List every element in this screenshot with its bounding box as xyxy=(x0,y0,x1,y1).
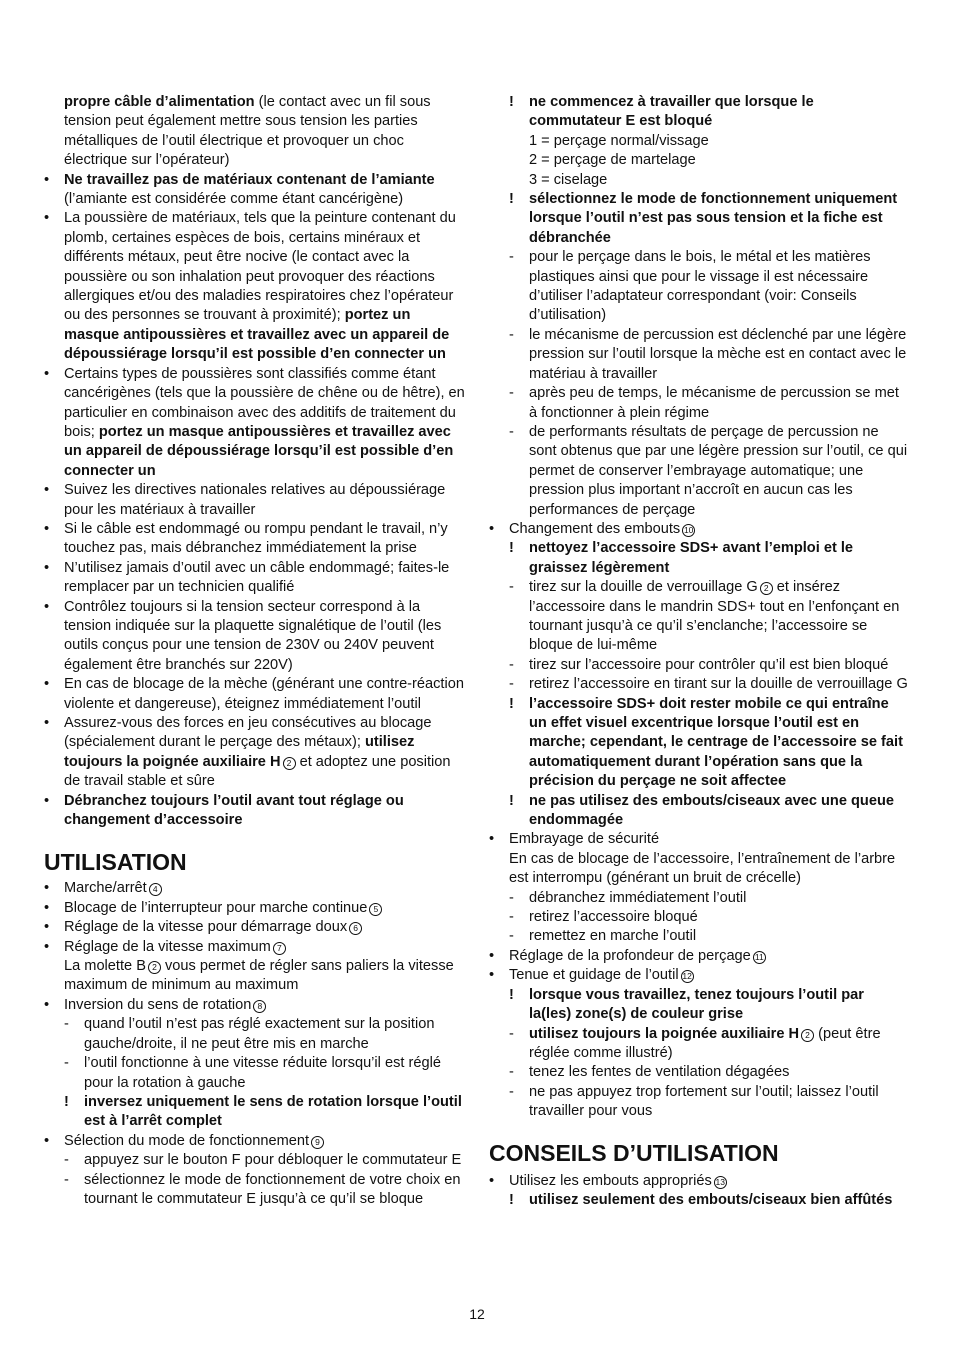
page-number: 12 xyxy=(469,1306,485,1322)
dash-controler: - tirez sur l’accessoire pour contrôler qu’il est bien bloqué xyxy=(509,656,889,673)
bullet-poussiere: • La poussière de matériaux, tels que la peinture contenant du plomb, certaines espèces de bois, certains minéraux et différents métaux, peut être nocive (le contact avec la poussière ou son inhalation peut provoquer des réactions allergiques et/ou des maladies respiratoires chez l’opérateur ou des personnes se trouvant à proximité); portez un masque antipoussières et travaillez avec un appareil de dépoussiérage lorsqu’il est possible d’en connecter un xyxy=(44,210,456,363)
bullet-cable-endommage: • Si le câble est endommagé ou rompu pendant le travail, n’y touchez pas, mais débranchez immédiatement la prise xyxy=(44,520,448,557)
bullet-embouts-appropries: • Utilisez les embouts appropriés 13 xyxy=(489,1172,726,1189)
circled-number-icon: 7 xyxy=(273,942,286,955)
circled-number-icon: 8 xyxy=(253,1000,266,1013)
bullet-cancerigenes: • Certains types de poussières sont classifiés comme étant cancérigènes (tels que la poussière de chêne ou de hêtre), en particulier en combinaison avec des additifs de traitement du bois; portez un masque antipoussières et travaillez avec un appareil de dépoussiérage lorsqu’il est possible d’en connecter un xyxy=(44,365,465,479)
dash-selectionnez: - sélectionnez le mode de fonctionnement de votre choix en tournant le commutateur E jusqu’à ce qu’il se bloque xyxy=(64,1171,461,1207)
dash-retirez-bloque: - retirez l’accessoire bloqué xyxy=(509,909,698,926)
bullet-tenue: • Tenue et guidage de l’outil 12 xyxy=(489,967,692,984)
bullet-blocage-interrupteur: • Blocage de l’interrupteur pour marche continue 5 xyxy=(44,899,465,918)
circled-number-icon: 9 xyxy=(311,1136,324,1149)
bullet-inversion: • Inversion du sens de rotation 8 xyxy=(44,996,465,1015)
heading-utilisation: UTILISATION xyxy=(44,849,187,876)
circled-number-icon: 2 xyxy=(760,582,773,595)
circled-number-icon: 13 xyxy=(715,1176,726,1187)
circled-number-icon: 5 xyxy=(369,903,382,916)
warning-selection-mode: ! sélectionnez le mode de fonctionnement uniquement lorsque l’outil n’est pas sous tension et la fiche est débranchée xyxy=(509,191,898,246)
circled-number-icon: 10 xyxy=(683,524,694,535)
bullet-forces: • Assurez-vous des forces en jeu consécutives au blocage (spécialement durant le perçage des métaux); utilisez toujours la poignée auxiliaire H 2 et adoptez une position de travail stable et sûre xyxy=(44,715,451,790)
mode-2: 2 = perçage de martelage xyxy=(529,152,696,169)
dash-performants: - de performants résultats de perçage de percussion ne sont obtenus que par une légère pression sur l’outil, ce qui permet de conserver l’embrayage automatique; une pression plus important n’accroît en aucun cas les performances de perçage xyxy=(509,423,908,518)
circled-number-icon: 6 xyxy=(349,922,362,935)
circled-number-icon: 2 xyxy=(801,1029,814,1042)
dash-percussion: - le mécanisme de percussion est déclenché par une légère pression sur l’outil lorsque la mèche est en contact avec le matériau à travailler xyxy=(509,326,907,382)
mode-3: 3 = ciselage xyxy=(529,171,608,188)
paragraph-embrayage: En cas de blocage de l’accessoire, l’entraînement de l’arbre est interrompu (générant un bruit de crécelle) xyxy=(509,850,896,887)
dash-poignee: - utilisez toujours la poignée auxiliaire H 2 (peut être réglée comme illustré) xyxy=(509,1025,881,1061)
dash-appuyez: - ne pas appuyez trop fortement sur l’outil; laissez l’outil travailler pour vous xyxy=(509,1083,879,1120)
circled-number-icon: 2 xyxy=(148,961,161,974)
circled-number-icon: 4 xyxy=(149,883,162,896)
dash-remettez: - remettez en marche l’outil xyxy=(509,928,697,945)
dash-adaptateur: - pour le perçage dans le bois, le métal et les matières plastiques ainsi que pour le vissage il est nécessaire d’utiliser l’adaptateur correspondant (voir: Conseils d’utilisation) xyxy=(509,249,871,324)
bullet-demarrage-doux: • Réglage de la vitesse pour démarrage doux 6 xyxy=(44,918,465,937)
bullet-mode: • Sélection du mode de fonctionnement 9 xyxy=(44,1132,465,1151)
bullet-directives: • Suivez les directives nationales relatives au dépoussiérage pour les matériaux à travailler xyxy=(44,482,446,518)
bullet-jamais-cable: • N’utilisez jamais d’outil avec un câble endommagé; faites-le remplacer par un technicien qualifié xyxy=(44,559,450,596)
dash-retirez: - retirez l’accessoire en tirant sur la douille de verrouillage G xyxy=(509,676,908,693)
circled-number-icon: 2 xyxy=(283,757,296,770)
warning-affutes: ! utilisez seulement des embouts/ciseaux bien affûtés xyxy=(509,1191,893,1208)
bullet-debranchez: • Débranchez toujours l’outil avant tout réglage ou changement d’accessoire xyxy=(44,792,404,829)
bullet-marche-arret: • Marche/arrêt 4 xyxy=(44,879,465,898)
warning-inversez: ! inversez uniquement le sens de rotation lorsque l’outil est à l’arrêt complet xyxy=(64,1093,462,1130)
right-column xyxy=(489,93,909,1210)
circled-number-icon: 11 xyxy=(753,951,766,964)
warning-queue-endommagee: ! ne pas utilisez des embouts/ciseaux avec une queue endommagée xyxy=(509,792,894,829)
bullet-embrayage: • Embrayage de sécurité xyxy=(489,831,660,848)
bullet-changement-embouts: • Changement des embouts 10 xyxy=(489,520,694,537)
warning-commutateur-bloque: ! ne commencez à travailler que lorsque le commutateur E est bloqué xyxy=(509,94,814,130)
bullet-blocage-meche: • En cas de blocage de la mèche (générant une contre-réaction violente et dangereuse), éteignez immédiatement l’outil xyxy=(44,676,464,712)
dash-plein-regime: - après peu de temps, le mécanisme de percussion se met à fonctionner à plein régime xyxy=(509,385,899,421)
paragraph-cable: propre câble d’alimentation (le contact avec un fil sous tension peut également mettre sous tension les parties métalliques de l’outil électrique et provoquer un choc électrique sur l’opérateur) xyxy=(64,94,431,169)
mode-1: 1 = perçage normal/vissage xyxy=(529,132,709,149)
dash-bouton-f: - appuyez sur le bouton F pour débloquer le commutateur E xyxy=(64,1152,462,1169)
dash-position: - quand l’outil n’est pas réglé exactement sur la position gauche/droite, il ne peut être mis en marche xyxy=(64,1016,435,1052)
warning-mobile: ! l’accessoire SDS+ doit rester mobile ce qui entraîne un effet visuel excentrique lorsque l’outil est en marche; cependant, le centrage de l’accessoire se fait automatiquement durant l’opération sans que la précision du perçage ne soit affectee xyxy=(509,695,903,790)
bullet-amiante: • Ne travaillez pas de matériaux contenant de l’amiante (l’amiante est considérée comme étant cancérigène) xyxy=(44,171,435,208)
bullet-tension: • Contrôlez toujours si la tension secteur correspond à la tension indiquée sur la plaquette signalétique de l’outil (les outils conçus pour une tension de 230V ou 240V peuvent également être branchés sur 220V) xyxy=(44,598,442,673)
bullet-profondeur: • Réglage de la profondeur de perçage 11 xyxy=(489,947,909,966)
dash-ventilation: - tenez les fentes de ventilation dégagées xyxy=(509,1064,790,1081)
heading-conseils: CONSEILS D’UTILISATION xyxy=(489,1139,779,1166)
warning-nettoyez: ! nettoyez l’accessoire SDS+ avant l’emploi et le graissez légèrement xyxy=(509,540,854,576)
dash-debranchez: - débranchez immédiatement l’outil xyxy=(509,889,747,906)
bullet-vitesse-maximum: • Réglage de la vitesse maximum 7 xyxy=(44,938,465,957)
left-column xyxy=(44,93,465,1209)
paragraph-molette: La molette B 2 vous permet de régler sans paliers la vitesse maximum de minimum au maximum xyxy=(64,958,454,994)
dash-douille: - tirez sur la douille de verrouillage G 2 et insérez l’accessoire dans le mandrin SDS+ tout en l’enfonçant en tournant jusqu’à ce qu’il s’enclanche; l’accessoire se bloque de lui-même xyxy=(509,579,900,654)
circled-number-icon: 12 xyxy=(682,971,692,982)
warning-zone-grise: ! lorsque vous travaillez, tenez toujours l’outil par la(les) zone(s) de couleur grise xyxy=(509,986,864,1023)
dash-vitesse-reduite: - l’outil fonctionne à une vitesse réduite lorsqu’il est réglé pour la rotation à gauche xyxy=(64,1055,441,1091)
